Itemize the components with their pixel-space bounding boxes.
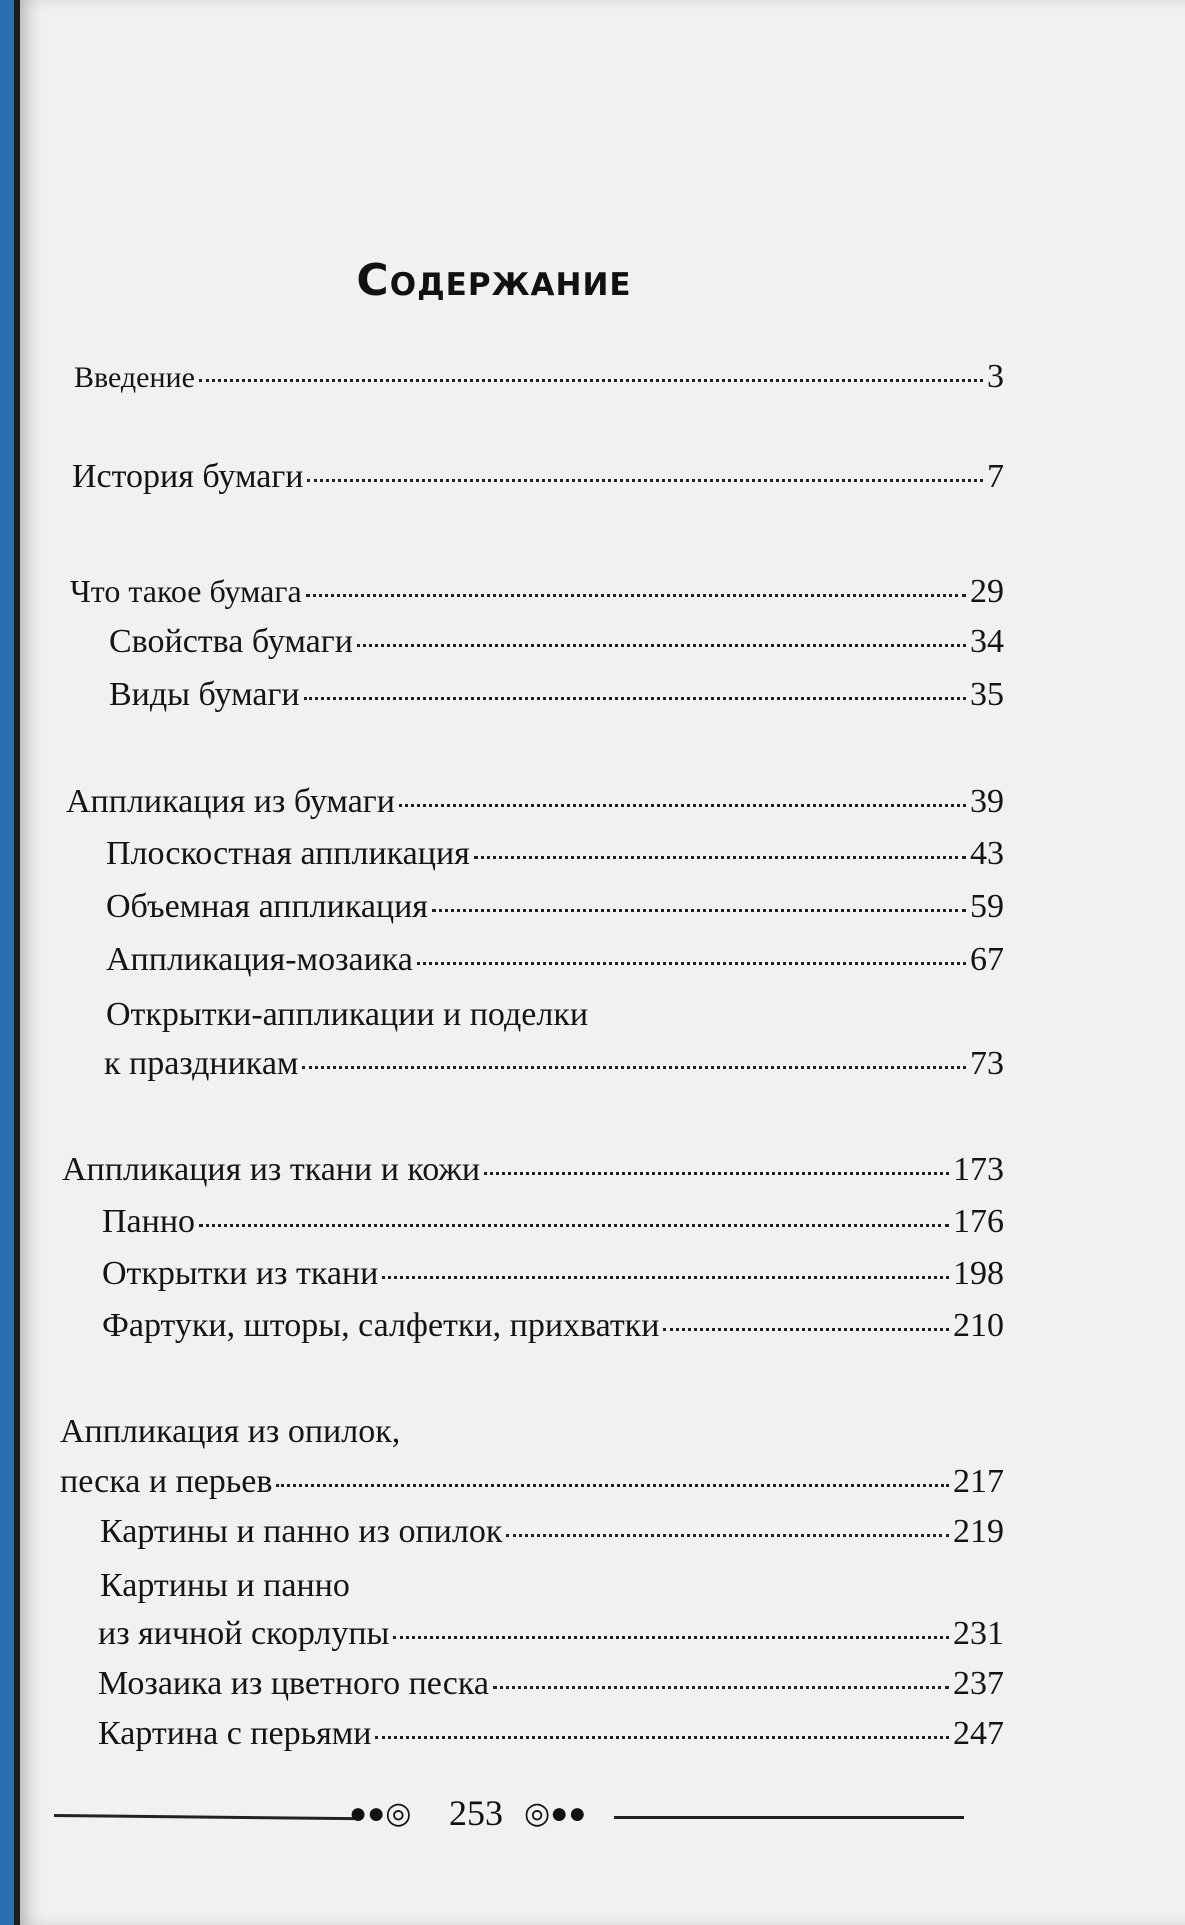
toc-entry-page: 59 xyxy=(970,888,1004,925)
toc-entry-eggshell xyxy=(98,1617,1004,1651)
toc-entry-page: 217 xyxy=(953,1463,1004,1500)
leader-dots xyxy=(307,479,983,482)
toc-entry-label: Картины и панно из опилок xyxy=(100,1513,503,1550)
toc-entry-applique-mosaic xyxy=(106,943,1004,977)
toc-entry-page: 219 xyxy=(953,1513,1004,1550)
page-title: Содержание xyxy=(356,255,632,306)
ornament-left-icon: ●●◎ xyxy=(349,1797,412,1830)
toc-entry-feathers xyxy=(98,1717,1004,1751)
footer-rule-right xyxy=(614,1816,964,1819)
toc-entry-page: 73 xyxy=(970,1045,1004,1082)
leader-dots xyxy=(199,1224,949,1227)
toc-entry-paper-applique xyxy=(66,785,1004,819)
toc-entry-history xyxy=(72,460,1004,494)
footer-rule-left xyxy=(54,1814,354,1820)
toc-entry-label: Мозаика из цветного песка xyxy=(98,1665,489,1702)
leader-dots xyxy=(663,1328,949,1331)
toc-entry-page: 7 xyxy=(987,458,1004,495)
toc-entry-introduction xyxy=(74,360,1004,394)
page-footer xyxy=(54,1790,974,1850)
toc-entry-label: Фартуки, шторы, салфетки, прихватки xyxy=(102,1307,660,1344)
leader-dots xyxy=(432,909,966,912)
toc-entry-sawdust xyxy=(60,1465,1004,1499)
toc-entry-label: Свойства бумаги xyxy=(109,623,353,660)
leader-dots xyxy=(417,962,966,965)
toc-entry-page: 35 xyxy=(970,676,1004,713)
toc-entry-label: из яичной скорлупы xyxy=(98,1615,390,1652)
toc-entry-label: История бумаги xyxy=(72,458,304,495)
toc-entry-page: 3 xyxy=(987,358,1004,395)
toc-entry-page: 173 xyxy=(953,1151,1004,1188)
toc-entry-label: песка и перьев xyxy=(60,1463,273,1500)
toc-entry-paper-properties xyxy=(109,625,1004,659)
toc-entry-page: 29 xyxy=(970,573,1004,610)
toc-entry-aprons xyxy=(102,1309,1004,1343)
toc-entry-label: Открытки из ткани xyxy=(102,1255,379,1292)
toc-entry-sand-mosaic xyxy=(98,1667,1004,1701)
toc-entry-label: Аппликация из бумаги xyxy=(66,783,395,820)
toc-entry-sawdust-line1: Аппликация из опилок, xyxy=(60,1413,401,1450)
book-page xyxy=(14,0,1185,1925)
leader-dots xyxy=(474,856,966,859)
ornament-right-icon: ◎●● xyxy=(524,1797,587,1830)
leader-dots xyxy=(393,1636,949,1639)
toc-entry-volume-applique xyxy=(106,890,1004,924)
toc-entry-page: 231 xyxy=(953,1615,1004,1652)
leader-dots xyxy=(382,1276,949,1279)
toc-entry-label: Введение xyxy=(74,361,195,394)
leader-dots xyxy=(399,804,966,807)
toc-entry-page: 39 xyxy=(970,783,1004,820)
toc-entry-label: Картина с перьями xyxy=(98,1715,372,1752)
toc-entry-label: к праздникам xyxy=(104,1045,299,1082)
toc-entry-label: Панно xyxy=(102,1203,196,1240)
toc-entry-what-is-paper xyxy=(70,575,1004,609)
toc-entry-label: Аппликация-мозаика xyxy=(106,941,413,978)
leader-dots xyxy=(276,1484,949,1487)
toc-entry-page: 237 xyxy=(953,1665,1004,1702)
toc-entry-page: 210 xyxy=(953,1307,1004,1344)
leader-dots xyxy=(306,594,966,597)
leader-dots xyxy=(484,1172,949,1175)
toc-entry-paper-types xyxy=(109,678,1004,712)
page-number: 253 xyxy=(449,1793,503,1833)
toc-entry-page: 67 xyxy=(970,941,1004,978)
leader-dots xyxy=(375,1736,949,1739)
leader-dots xyxy=(506,1534,949,1537)
toc-entry-sawdust-pictures xyxy=(100,1515,1004,1549)
toc-entry-page: 43 xyxy=(970,835,1004,872)
toc-entry-flat-applique xyxy=(106,837,1004,871)
toc-entry-label: Что такое бумага xyxy=(70,573,302,609)
leader-dots xyxy=(357,644,966,647)
leader-dots xyxy=(304,697,966,700)
toc-entry-page: 198 xyxy=(953,1255,1004,1292)
toc-entry-page: 176 xyxy=(953,1203,1004,1240)
toc-entry-page: 247 xyxy=(953,1715,1004,1752)
toc-entry-page: 34 xyxy=(970,623,1004,660)
toc-entry-label: Объемная аппликация xyxy=(106,888,428,925)
leader-dots xyxy=(493,1686,949,1689)
toc-entry-fabric-cards xyxy=(102,1257,1004,1291)
toc-entry-label: Плоскостная аппликация xyxy=(106,835,470,872)
toc-entry-label: Аппликация из ткани и кожи xyxy=(62,1151,481,1188)
toc-entry-panel xyxy=(102,1205,1004,1239)
toc-entry-label: Виды бумаги xyxy=(109,676,300,713)
toc-entry-cards-line1: Открытки-аппликации и поделки xyxy=(106,996,589,1033)
leader-dots xyxy=(199,379,983,382)
leader-dots xyxy=(302,1066,966,1069)
toc-entry-cards xyxy=(104,1047,1004,1081)
toc-entry-eggshell-line1: Картины и панно xyxy=(100,1567,350,1604)
toc-entry-fabric-applique xyxy=(62,1153,1004,1187)
